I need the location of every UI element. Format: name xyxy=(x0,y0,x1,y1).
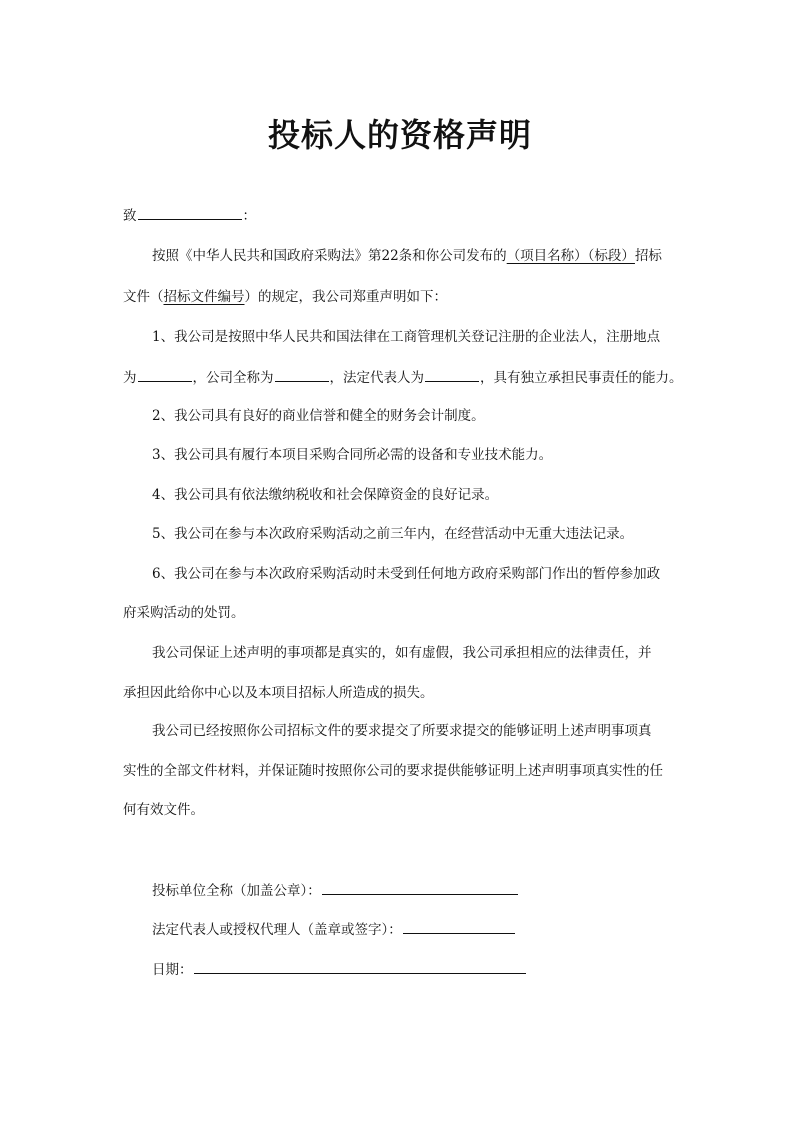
file-number-placeholder: 招标文件编号 xyxy=(163,289,245,305)
signature-rep-line xyxy=(152,919,683,940)
submitted-line1: 我公司已经按照你公司招标文件的要求提交了所要求提交的能够证明上述声明事项真 xyxy=(152,723,652,739)
legal-representative-blank[interactable] xyxy=(425,367,479,382)
item3: 3、我公司具有履行本项目采购合同所必需的设备和专业技术能力。 xyxy=(152,447,553,463)
company-name-blank[interactable] xyxy=(275,367,329,382)
guarantee-line2: 承担因此给你中心以及本项目招标人所造成的损失。 xyxy=(123,685,434,701)
project-name-placeholder: （项目名称）（标段） xyxy=(506,248,635,264)
item2: 2、我公司具有良好的商业信誉和健全的财务会计制度。 xyxy=(152,408,485,424)
representative-blank[interactable] xyxy=(403,919,515,934)
item1-line2: 为 ，公司全称为 ，法定代表人为 ，具有独立承担民事责任的能力。 xyxy=(123,367,683,388)
addressee-label: 致 xyxy=(123,208,137,224)
date-label: 日期： xyxy=(152,962,193,978)
para1-line1: 按照《中华人民共和国政府采购法》第22条和你公司发布的（项目名称）（标段）招标 xyxy=(152,248,662,264)
item5: 5、我公司在参与本次政府采购活动之前三年内，在经营活动中无重大违法记录。 xyxy=(152,526,634,542)
item6-line2: 府采购活动的处罚。 xyxy=(123,605,245,621)
para1-line2: 文件（招标文件编号）的规定，我公司郑重声明如下： xyxy=(123,289,447,305)
unit-name-blank[interactable] xyxy=(322,880,518,895)
document-title: 投标人的资格声明 xyxy=(267,116,532,154)
registered-address-blank[interactable] xyxy=(138,367,192,382)
guarantee-line1: 我公司保证上述声明的事项都是真实的，如有虚假，我公司承担相应的法律责任，并 xyxy=(152,645,652,661)
submitted-line3: 何有效文件。 xyxy=(123,802,204,818)
addressee-line: 致 ： xyxy=(123,205,683,226)
item6-line1: 6、我公司在参与本次政府采购活动时未受到任何地方政府采购部门作出的暂停参加政 xyxy=(152,566,661,582)
submitted-line2: 实性的全部文件材料，并保证随时按照你公司的要求提供能够证明上述声明事项真实性的任 xyxy=(123,763,663,779)
signature-unit-line xyxy=(152,880,683,901)
item4: 4、我公司具有依法缴纳税收和社会保障资金的良好记录。 xyxy=(152,487,499,503)
signature-date-line xyxy=(152,959,683,980)
date-blank[interactable] xyxy=(194,959,526,974)
representative-label: 法定代表人或授权代理人（盖章或签字）： xyxy=(152,922,402,938)
unit-label: 投标单位全称（加盖公章）： xyxy=(152,883,321,899)
addressee-blank[interactable] xyxy=(138,205,242,220)
item1-line1: 1、我公司是按照中华人民共和国法律在工商管理机关登记注册的企业法人，注册地点 xyxy=(152,329,661,345)
